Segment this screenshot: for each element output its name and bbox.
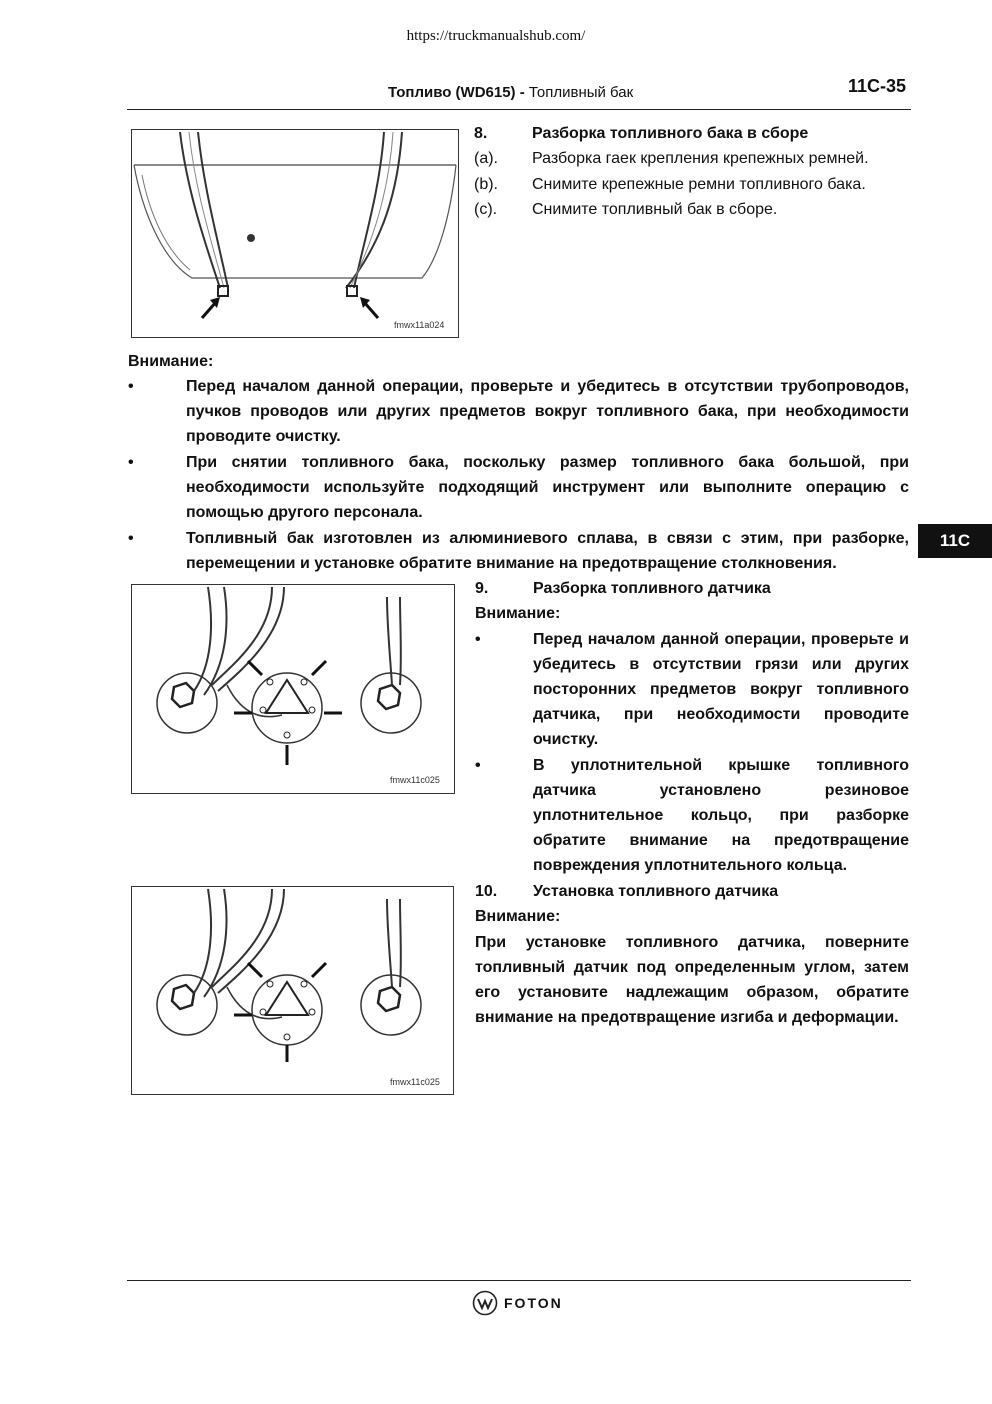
foton-logo-icon [472,1290,498,1316]
section-tab: 11C [918,524,992,558]
warning-1-bullet-3 [128,526,909,576]
bullet-text: Перед началом данной операции, проверьте и убедитесь в отсутствии грязи или других посторонних предметов вокруг топливного датчика, при необходимости проводите очистку. [533,631,909,748]
footer-rule [127,1280,911,1281]
logo-text: FOTON [504,1295,563,1311]
warning-1-bullet-2 [128,450,909,525]
step-9-bullet-2 [475,753,909,878]
bullet-text: Перед началом данной операции, проверьте и убедитесь в отсутствии трубопроводов, пучков проводов или других предметов вокруг топливного бака, при необходимости проводите очистку. [186,378,909,445]
header-rule [127,109,911,110]
bullet-text: Топливный бак изготовлен из алюминиевого сплава, в связи с этим, при разборке, перемещении и установке обратите внимание на предотвращение столкновения. [186,530,909,572]
step-9-title: Разборка топливного датчика [533,580,771,597]
bullet-mark: • [475,631,481,648]
tank-illustration [132,130,458,337]
figure-2-caption: fmwx11c025 [390,775,440,785]
step-9-warning-title: Внимание: [475,605,561,622]
figure-3-caption: fmwx11c025 [390,1077,440,1087]
step-8-item-b [474,172,866,197]
step-8-title: Разборка топливного бака в сборе [532,125,809,142]
header-title-bold: Топливо (WD615) - [388,84,525,101]
item-text: Снимите крепежные ремни топливного бака. [532,176,866,193]
item-label: (c). [474,201,498,218]
figure-fuel-sensor-installation [131,886,454,1095]
step-8-item-c [474,197,777,222]
step-10-text: При установке топливного датчика, поверните топливный датчик под определенным углом, затем его установите надлежащим образом, обратите внимание на предотвращение изгиба и деформации. [475,934,909,1026]
sensor-illustration-1 [132,585,454,793]
source-url: https://truckmanualshub.com/ [406,28,586,44]
item-text: Снимите топливный бак в сборе. [532,201,778,218]
item-text: Разборка гаек крепления крепежных ремней. [532,150,869,167]
bullet-text: При снятии топливного бака, поскольку размер топливного бака большой, при необходимости используйте подходящий инструмент или выполните операцию с помощью другого персонала. [186,454,909,521]
step-10-heading [475,879,778,904]
step-8-number: 8. [474,125,488,142]
bullet-mark: • [128,378,134,395]
figure-fuel-tank-straps [131,129,459,338]
step-8-item-a [474,146,869,171]
item-label: (b). [474,176,498,193]
item-label: (a). [474,150,498,167]
step-10-warning-title: Внимание: [475,908,561,925]
page-number: 11C-35 [848,76,907,96]
step-10-title: Установка топливного датчика [533,883,779,900]
footer-logo [472,1290,563,1316]
bullet-mark: • [128,454,134,471]
step-9-number: 9. [475,580,489,597]
step-10-number: 10. [475,883,498,900]
header-title-rest: Топливный бак [528,84,634,101]
step-8-heading [474,121,808,146]
warning-1-bullet-1 [128,374,909,449]
warning-1-title: Внимание: [128,353,214,370]
figure-1-caption: fmwx11a024 [394,320,445,330]
running-header [388,84,633,101]
bullet-mark: • [475,757,481,774]
figure-fuel-sensor-removal [131,584,455,794]
step-9-heading [475,576,771,601]
step-9-bullet-1 [475,627,909,752]
sensor-illustration-2 [132,887,453,1094]
bullet-mark: • [128,530,134,547]
bullet-text: В уплотнительной крышке топливного датчика установлено резиновое уплотнительное кольцо, при разборке обратите внимание на предотвращение повреждения уплотнительного кольца. [533,757,909,874]
